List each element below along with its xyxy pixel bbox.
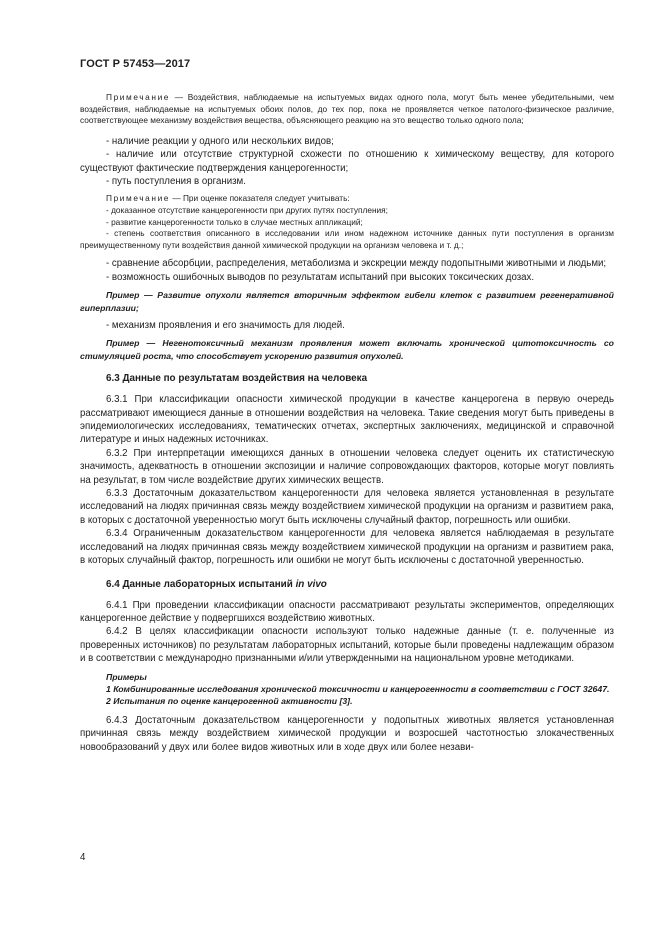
note-text: — Воздействия, наблюдаемые на испытуемых видах одного пола, могут быть менее убедительными, чем воздействия, наблюдаемые на испытуемых обоих полов, до тех пор, пока не проявляется четкое патолого-физическое различие, соответствующее механизму воздействия вещества, объясняющего реакцию на это вещество только одного пола; [80, 92, 614, 126]
body-paragraph: 6.4.2 В целях классификации опасности используют только надежные данные (т. е. полученные из проверенных источников) по результатам лабораторных испытаний, которые были проведены надлежащим образом и в соответствии с международно признанными и/или утвержденными на национальном уровне методиками. [80, 626, 614, 665]
body-paragraph: 6.3.4 Ограниченным доказательством канцерогенности для человека является наблюдаемая в результате исследований на людях причинная связь между воздействием химической продукции на организм и развитием рака, в которых случайный фактор, погрешность или ошибки не могут быть исключены с достаточной уверенностью. [80, 528, 614, 567]
examples-title: Примеры [106, 671, 147, 682]
list-item: - сравнение абсорбции, распределения, метаболизма и экскреции между подопытными животными и людьми; [106, 258, 607, 270]
body-paragraph: 6.4.1 При проведении классификации опасности рассматривают результаты экспериментов, определяющих канцерогенное действие у подвергшихся воздействию животных. [80, 599, 614, 624]
section-heading: 6.3 Данные по результатам воздействия на человека [106, 373, 368, 385]
body-paragraph: 6.3.1 При классификации опасности химической продукции в качестве канцерогена в первую очередь рассматривают имеющиеся данные в отношении воздействия на человека. Такие сведения могут быть приведены в эпидемиологических исследованиях, тематических отчетах, экспертных заключениях, медицинской и справочной литературе и иных надежных источниках. [80, 394, 614, 446]
document-header: ГОСТ Р 57453—2017 [80, 58, 191, 70]
list-item: - наличие или отсутствие структурной схожести по отношению к химическому веществу, для которого существуют фактические подтверждения канцерогенности; [80, 149, 614, 174]
note-label: Примечание [106, 193, 171, 204]
note-list-item: - доказанное отсутствие канцерогенности при других путях поступления; [106, 205, 388, 215]
list-item: - наличие реакции у одного или нескольких видов; [106, 135, 334, 147]
note-list-item: - степень соответствия описанного в исследовании или ином надежном источнике данных пути поступления в организм преимущественному пути воздействия данной химической продукции на организм человека и т. д.; [80, 228, 614, 250]
example-paragraph: Пример — Негенотоксичный механизм проявления может включать хронической цитотоксичность со стимуляцией роста, что способствует ускорению развития опухолей. [80, 338, 614, 361]
body-paragraph: 6.3.3 Достаточным доказательством канцерогенности для человека является установленная в результате исследований на людях причинная связь между воздействием химической продукции на организм и развитием рака, в которых с достаточной уверенностью могут быть исключены случайный фактор, погрешность или ошибки. [80, 488, 614, 526]
body-paragraph: 6.3.2 При интерпретации имеющихся данных в отношении человека следует оценить их статистическую значимость, адекватность в отношении экспозиции и наличие сопровождающих факторов, которые могут повлиять на результат, в том числе воздействие других химических веществ. [80, 447, 614, 486]
example-item: 1 Комбинированные исследования хронической токсичности и канцерогенности в соответствии с ГОСТ 32647. [106, 683, 610, 694]
body-paragraph: 6.4.3 Достаточным доказательством канцерогенности у подопытных животных является установленная причинная связь между воздействием химической продукции и возросшей частотностью злокачественных новообразований у двух или более видов животных или в ходе двух или более незави- [80, 714, 614, 753]
note-list-item: - развитие канцерогенности только в случае местных аппликаций; [106, 216, 363, 227]
list-item: - возможность ошибочных выводов по результатам испытаний при высоких токсических дозах. [106, 271, 535, 283]
note-label: Примечание [106, 92, 171, 102]
section-heading-text: 6.4 Данные лабораторных испытаний [106, 578, 296, 590]
section-heading-italic: in vivo [295, 578, 327, 590]
list-item: - путь поступления в организм. [106, 176, 246, 187]
example-item: 2 Испытания по оценке канцерогенной активности [3]. [106, 696, 353, 707]
document-body [80, 92, 614, 754]
list-item: - механизм проявления и его значимость для людей. [106, 320, 345, 331]
page-number: 4 [80, 852, 86, 863]
note-paragraph [80, 92, 614, 127]
note-paragraph [80, 193, 614, 205]
example-paragraph: Пример — Развитие опухоли является вторичным эффектом гибели клеток с развитием регенеративной гиперплазии; [80, 290, 614, 313]
section-heading [80, 578, 614, 592]
note-text: — При оценке показателя следует учитывать: [170, 193, 350, 204]
